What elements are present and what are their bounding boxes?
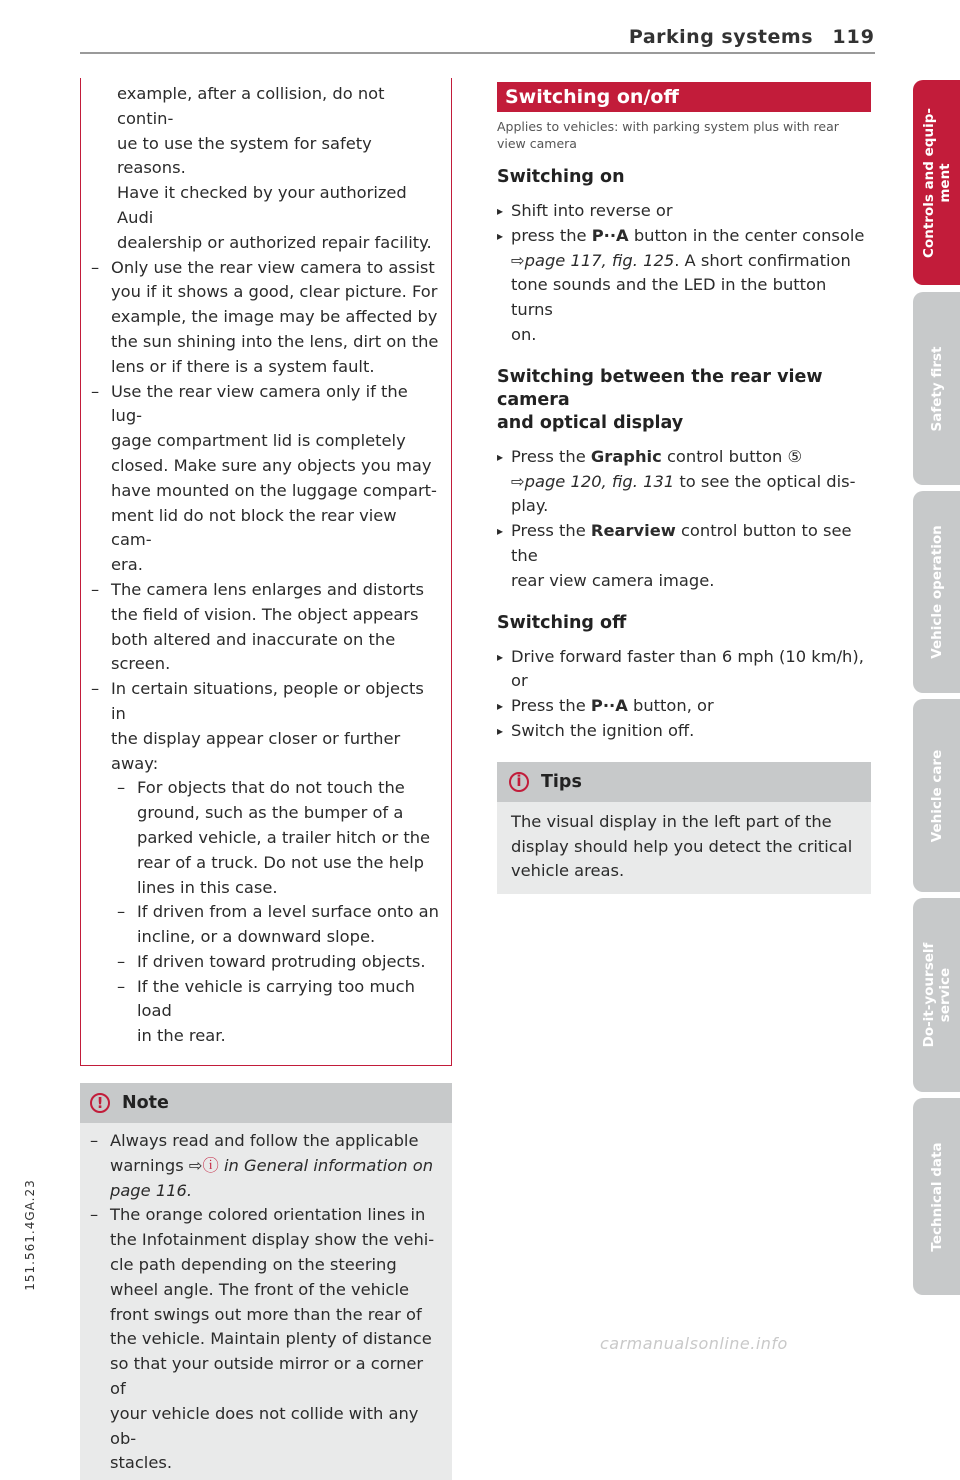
cross-reference[interactable]: ⇨page 117, fig. 125 bbox=[511, 250, 675, 270]
warning-item-line: you if it shows a good, clear picture. For bbox=[111, 282, 438, 302]
warning-subitem-line: rear of a truck. Do not use the help bbox=[137, 852, 424, 872]
warning-subitem-line: For objects that do not touch the bbox=[137, 778, 405, 798]
document-code bbox=[20, 1160, 40, 1310]
dash-marker: – bbox=[90, 1131, 99, 1151]
list-item-text bbox=[511, 249, 871, 274]
heading-line: Switching between the rear view camera bbox=[497, 366, 823, 410]
warning-subitem-line: If driven from a level surface onto an bbox=[137, 902, 439, 922]
tab-vehicle-care[interactable] bbox=[913, 699, 960, 892]
note-item bbox=[90, 1203, 442, 1476]
warning-item-line: The camera lens enlarges and distorts bbox=[111, 579, 424, 599]
heading-line: and optical display bbox=[497, 412, 684, 433]
text-run: button, or bbox=[627, 696, 714, 716]
triangle-bullet-icon: ▸ bbox=[497, 228, 504, 243]
list-item bbox=[497, 519, 871, 593]
dash-marker: – bbox=[91, 257, 100, 277]
triangle-bullet-icon: ▸ bbox=[497, 449, 504, 464]
list-item bbox=[497, 694, 871, 719]
warning-subitem bbox=[91, 950, 441, 975]
heading-switching-between bbox=[497, 366, 871, 435]
text-run: control button ⑤ bbox=[661, 446, 803, 466]
tab-label: Safety first bbox=[928, 346, 945, 431]
tips-line: display should help you detect the critical bbox=[511, 836, 853, 856]
list-item-text: rear view camera image. bbox=[511, 570, 715, 590]
dash-marker: – bbox=[117, 951, 126, 971]
watermark: carmanualsonline.info bbox=[600, 1334, 788, 1353]
tab-label: Vehicle care bbox=[928, 749, 945, 842]
warning-item-line: both altered and inaccurate on the bbox=[111, 629, 396, 649]
warning-subitem-line: ground, such as the bumper of a bbox=[137, 803, 404, 823]
tab-vehicle-operation[interactable] bbox=[913, 491, 960, 693]
note-item-line: the vehicle. Maintain plenty of distance bbox=[110, 1329, 432, 1349]
note-item-line: stacles. bbox=[110, 1453, 172, 1473]
dash-marker: – bbox=[91, 381, 100, 401]
warning-subitem bbox=[91, 776, 441, 900]
warning-item-line: example, the image may be affected by bbox=[111, 307, 438, 327]
warning-item-line: In certain situations, people or objects in bbox=[111, 679, 424, 723]
warning-subitem-line: parked vehicle, a trailer hitch or the bbox=[137, 827, 431, 847]
tab-technical-data[interactable] bbox=[913, 1098, 960, 1295]
warning-item-line: Use the rear view camera only if the lug- bbox=[111, 381, 408, 426]
cross-reference-page[interactable]: page 116. bbox=[110, 1180, 193, 1200]
list-item-text: on. bbox=[511, 324, 537, 344]
tips-box bbox=[497, 762, 871, 894]
warning-text-line: Have it checked by your authorized Audi bbox=[117, 183, 407, 227]
heading-switching-off: Switching off bbox=[497, 612, 627, 633]
note-item-line: The orange colored orientation lines in bbox=[110, 1205, 426, 1225]
text-run: control button to see the bbox=[511, 521, 852, 565]
right-column bbox=[497, 82, 871, 894]
note-ref-icon: ⓘ bbox=[202, 1155, 219, 1175]
warning-item bbox=[91, 380, 441, 578]
list-item-text: play. bbox=[511, 496, 549, 516]
warning-subitem-line: incline, or a downward slope. bbox=[137, 927, 376, 947]
tips-body bbox=[497, 802, 871, 894]
warning-subitem-line: If driven toward protruding objects. bbox=[137, 951, 426, 971]
note-item-line: cle path depending on the steering bbox=[110, 1255, 397, 1275]
warning-subitem-line: lines in this case. bbox=[137, 877, 278, 897]
parking-button-icon: P··A bbox=[590, 696, 628, 716]
dash-marker: – bbox=[91, 579, 100, 599]
warning-subitem-line: If the vehicle is carrying too much load bbox=[137, 976, 415, 1021]
dash-marker: – bbox=[117, 778, 126, 798]
parking-button-icon: P··A bbox=[591, 225, 629, 245]
dash-marker: – bbox=[90, 1205, 99, 1225]
warning-item bbox=[91, 256, 441, 380]
tab-safety-first[interactable] bbox=[913, 292, 960, 485]
cross-reference[interactable]: ⇨page 120, fig. 131 bbox=[511, 471, 675, 491]
warning-item-line: lens or if there is a system fault. bbox=[111, 356, 375, 376]
list-item bbox=[497, 224, 871, 348]
triangle-bullet-icon: ▸ bbox=[497, 524, 504, 539]
dash-marker: – bbox=[117, 976, 126, 996]
text-run: Press the bbox=[511, 521, 591, 541]
warning-item-line: Only use the rear view camera to assist bbox=[111, 257, 435, 277]
list-item-text: Shift into reverse or bbox=[511, 201, 673, 220]
warning-subitem-line: in the rear. bbox=[137, 1026, 226, 1046]
warning-item-line: closed. Make sure any objects you may bbox=[111, 455, 432, 475]
text-run: . A short confirmation bbox=[674, 250, 851, 270]
tab-controls-and-equipment[interactable] bbox=[913, 80, 960, 285]
list-item-text: or bbox=[511, 671, 528, 691]
dash-marker: – bbox=[117, 902, 126, 922]
note-title: Note bbox=[122, 1093, 169, 1114]
ref-arrow: warnings ⇨ bbox=[110, 1155, 203, 1175]
warning-subitem bbox=[91, 900, 441, 950]
document-code-text: 151.561.4GA.23 bbox=[23, 1179, 37, 1291]
note-item-line: front swings out more than the rear of bbox=[110, 1304, 422, 1324]
tips-title: Tips bbox=[541, 771, 582, 792]
warning-item bbox=[91, 578, 441, 677]
text-run: Press the bbox=[511, 446, 591, 466]
note-box bbox=[80, 1083, 452, 1480]
list-item-text bbox=[511, 694, 871, 719]
text-run: button in the center console bbox=[628, 225, 865, 245]
warning-text-line: ue to use the system for safety reasons. bbox=[117, 133, 372, 178]
warning-text-line: dealership or authorized repair facility. bbox=[117, 232, 432, 252]
warning-box bbox=[80, 78, 452, 1066]
note-item bbox=[90, 1129, 442, 1203]
note-item-line bbox=[110, 1154, 442, 1179]
list-item bbox=[497, 199, 871, 224]
tab-label: Controls and equip- ment bbox=[920, 107, 953, 258]
warning-item-line: screen. bbox=[111, 654, 171, 674]
section-title: Switching on/off bbox=[497, 82, 871, 112]
list-item-text: tone sounds and the LED in the button turns bbox=[511, 275, 827, 320]
cross-reference[interactable]: in General information on bbox=[218, 1155, 434, 1175]
triangle-bullet-icon: ▸ bbox=[497, 723, 504, 738]
note-item-line: the Infotainment display show the vehi- bbox=[110, 1230, 435, 1250]
heading-switching-on: Switching on bbox=[497, 167, 625, 187]
list-item-text bbox=[511, 470, 871, 495]
triangle-bullet-icon: ▸ bbox=[497, 204, 504, 218]
list-item-text: Drive forward faster than 6 mph (10 km/h), bbox=[511, 646, 864, 666]
list-item-text bbox=[511, 224, 871, 249]
left-column bbox=[80, 78, 452, 1480]
tab-label: Do-it-yourself service bbox=[920, 942, 953, 1048]
list-item-text bbox=[511, 445, 871, 470]
text-run: Press the bbox=[511, 696, 591, 716]
text-run: to see the optical dis- bbox=[674, 471, 856, 491]
warning-subitem bbox=[91, 975, 441, 1049]
note-body bbox=[80, 1123, 452, 1476]
warning-item-line: the display appear closer or further bbox=[111, 728, 401, 748]
page-number: 119 bbox=[832, 26, 875, 48]
triangle-bullet-icon: ▸ bbox=[497, 699, 504, 714]
applies-to-text: Applies to vehicles: with parking system plus with rear view camera bbox=[497, 119, 839, 151]
list-item-text bbox=[511, 519, 871, 569]
text-run: press the bbox=[511, 225, 592, 245]
graphic-button-label: Graphic bbox=[590, 446, 662, 466]
page-header bbox=[80, 22, 875, 54]
tips-line: The visual display in the left part of the bbox=[511, 811, 832, 831]
rearview-button-label: Rearview bbox=[590, 521, 676, 541]
warning-text-line: example, after a collision, do not contin- bbox=[117, 84, 385, 128]
note-item-line: so that your outside mirror or a corner of bbox=[110, 1354, 424, 1399]
tips-line: vehicle areas. bbox=[511, 861, 625, 881]
dash-marker: – bbox=[91, 679, 100, 699]
warning-item-line: have mounted on the luggage compart- bbox=[111, 480, 437, 500]
list-item-text: Switch the ignition off. bbox=[511, 720, 695, 740]
exclamation-circle-icon: ! bbox=[90, 1093, 110, 1113]
warning-item-line: gage compartment lid is completely bbox=[111, 431, 406, 451]
tab-do-it-yourself-service[interactable] bbox=[913, 898, 960, 1092]
note-item-line: your vehicle does not collide with any ob- bbox=[110, 1403, 419, 1448]
list-item bbox=[497, 645, 871, 695]
triangle-bullet-icon: ▸ bbox=[497, 649, 504, 664]
note-header bbox=[80, 1083, 452, 1123]
warning-item-line: the field of vision. The object appears bbox=[111, 604, 419, 624]
note-item-line: wheel angle. The front of the vehicle bbox=[110, 1279, 410, 1299]
tab-label: Vehicle operation bbox=[928, 525, 945, 659]
tab-label: Technical data bbox=[928, 1141, 945, 1252]
warning-item-line: away: bbox=[111, 753, 159, 773]
info-circle-icon: i bbox=[509, 772, 529, 792]
tips-header bbox=[497, 762, 871, 802]
warning-item-line: the sun shining into the lens, dirt on the bbox=[111, 331, 439, 351]
warning-item-line: era. bbox=[111, 555, 143, 575]
list-item bbox=[497, 719, 871, 744]
note-item-line: Always read and follow the applicable bbox=[110, 1131, 419, 1151]
chapter-title: Parking systems bbox=[628, 26, 813, 48]
warning-item-line: ment lid do not block the rear view cam- bbox=[111, 505, 397, 550]
warning-item bbox=[91, 677, 441, 776]
list-item bbox=[497, 445, 871, 519]
